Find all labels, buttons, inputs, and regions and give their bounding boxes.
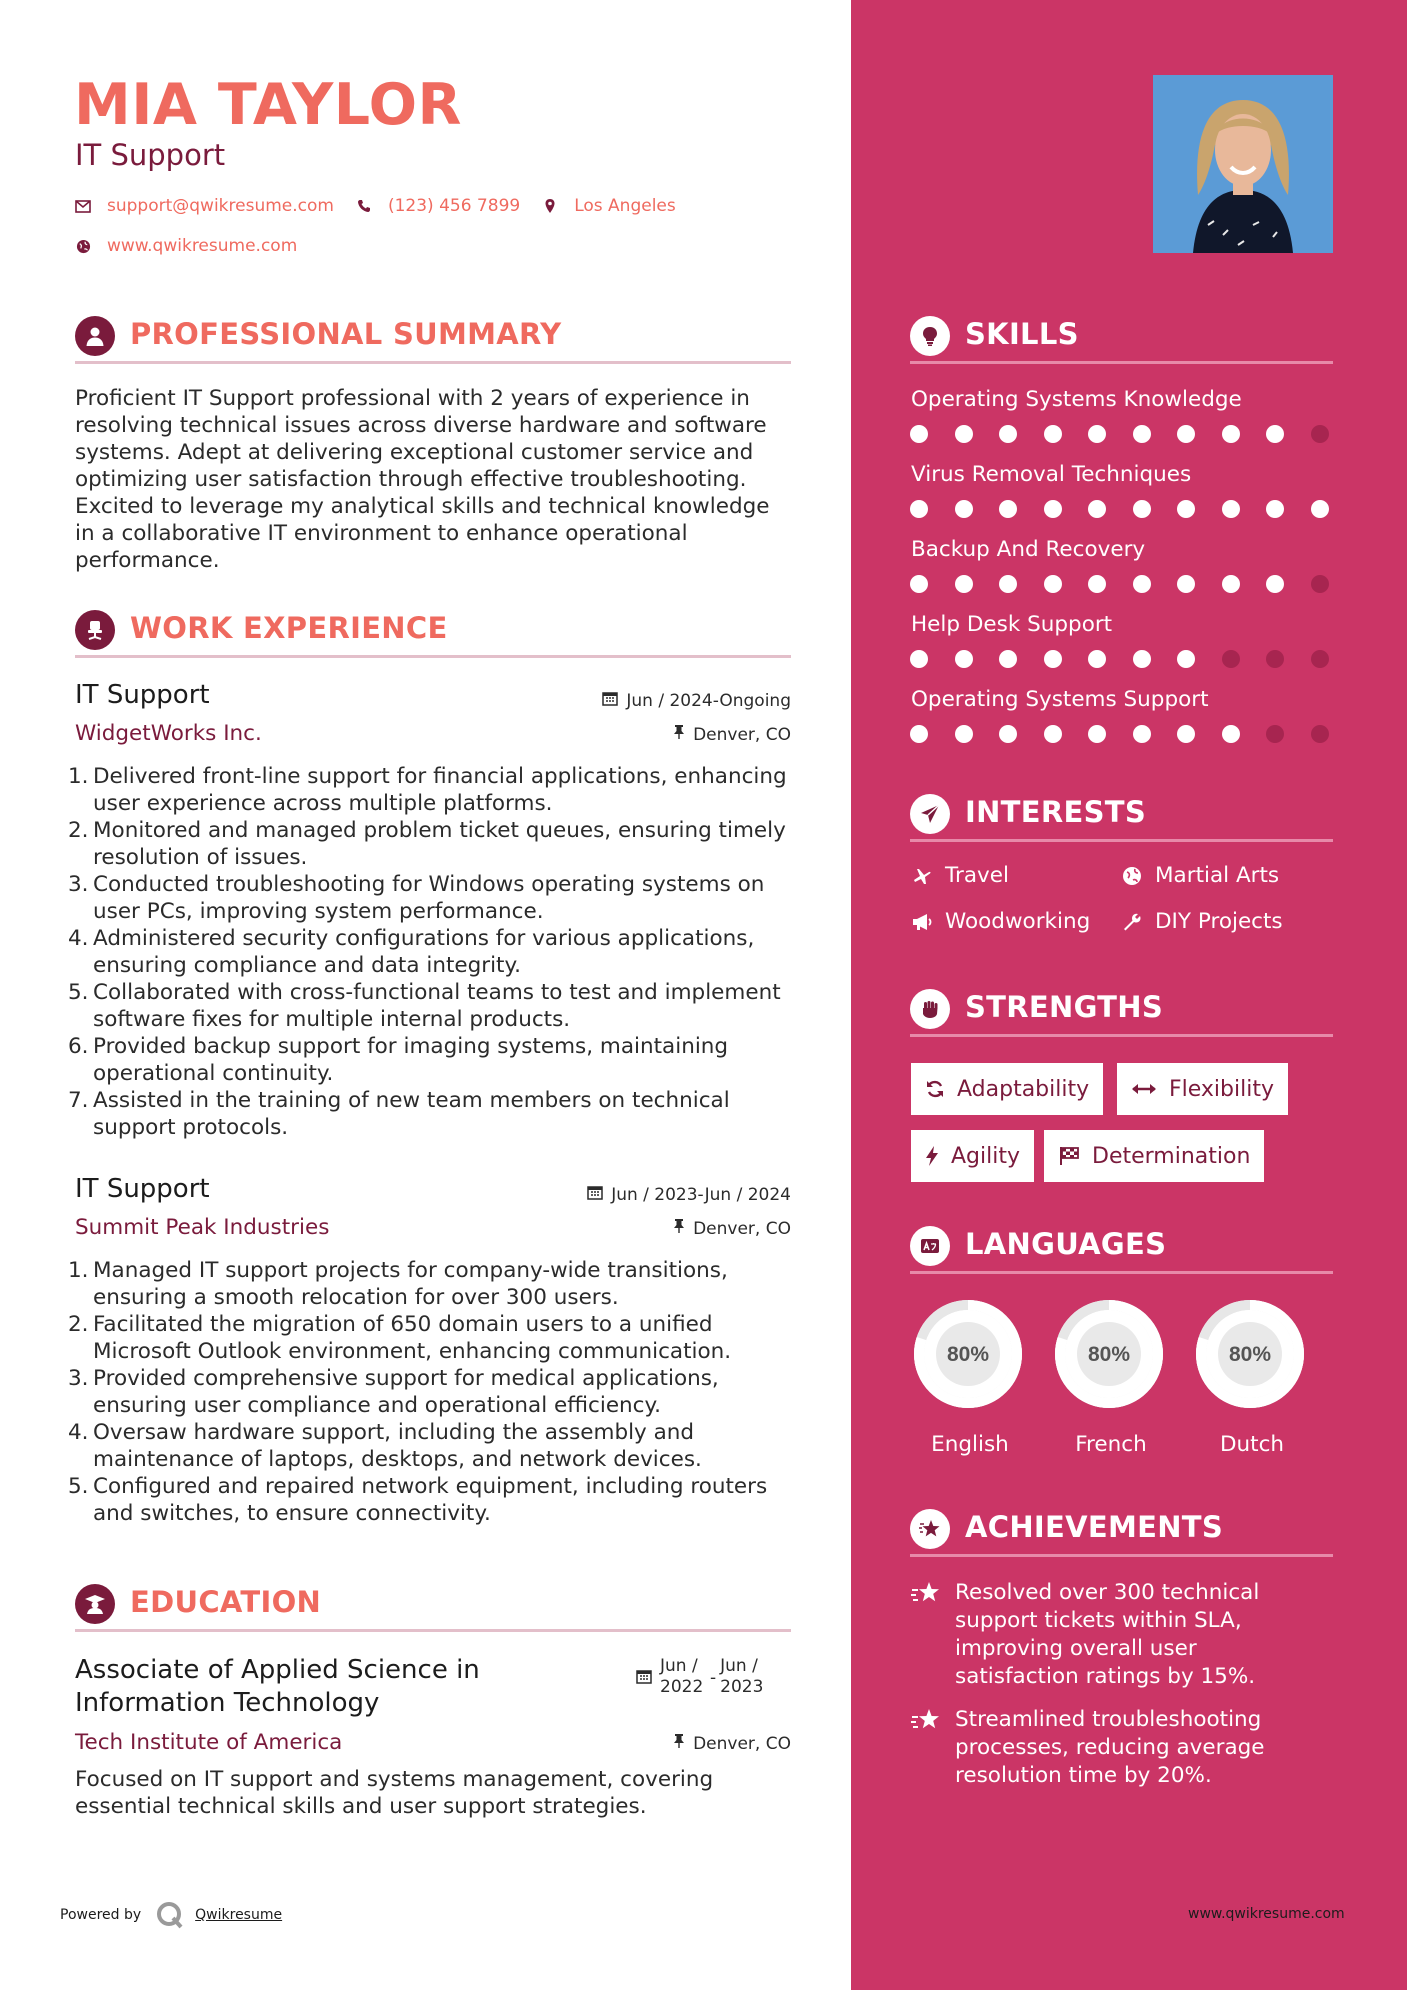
skill-dot-filled	[955, 575, 973, 593]
megaphone-icon	[911, 912, 933, 932]
website-contact[interactable]	[75, 236, 297, 256]
skill-dot-filled	[955, 650, 973, 668]
job-1-location	[673, 724, 791, 745]
list-item: 4. Oversaw hardware support, including the assembly and maintenance of laptops, desktops, and network devices.	[68, 1420, 702, 1472]
job-1-title: IT Support	[75, 680, 210, 710]
pushpin-icon	[673, 1218, 685, 1239]
interests-header	[910, 790, 1333, 842]
skill-dot-filled	[1266, 425, 1284, 443]
star-badge-icon	[910, 1509, 950, 1549]
interest-diy-projects: DIY Projects	[1121, 909, 1283, 934]
list-item: 2. Facilitated the migration of 650 domain users to a unified Microsoft Outlook environment, enhancing communication.	[68, 1312, 732, 1364]
skill-dot-filled	[999, 575, 1017, 593]
strength-chip: Adaptability	[911, 1063, 1103, 1115]
map-pin-icon	[542, 198, 558, 214]
interest-woodworking: Woodworking	[911, 909, 1090, 934]
skill-dots	[910, 500, 1355, 518]
skill-name: Operating Systems Support	[911, 687, 1209, 712]
experience-header	[75, 606, 791, 658]
skills-header	[910, 312, 1333, 364]
skill-dot-filled	[1044, 725, 1062, 743]
globe-icon	[1121, 866, 1143, 886]
pushpin-icon	[673, 1733, 685, 1754]
education-title: EDUCATION	[130, 1585, 322, 1619]
skill-dot-empty	[1311, 650, 1329, 668]
footer-website[interactable]: www.qwikresume.com	[1188, 1906, 1345, 1922]
interest-martial-arts: Martial Arts	[1121, 863, 1279, 888]
skill-dot-filled	[910, 725, 928, 743]
achievements-header	[910, 1505, 1333, 1557]
lightbulb-icon	[910, 316, 950, 356]
skill-dot-filled	[1222, 500, 1240, 518]
language-icon	[910, 1226, 950, 1266]
strength-chip: Agility	[911, 1130, 1034, 1182]
pushpin-icon	[673, 724, 685, 745]
achievement-item: Resolved over 300 technical support tickets within SLA, improving overall user satisfaction ratings by 15%.	[911, 1579, 1311, 1691]
skill-dot-filled	[1133, 575, 1151, 593]
graduate-icon	[75, 1584, 115, 1624]
skill-dot-filled	[1044, 500, 1062, 518]
job-2-location-text: Denver, CO	[693, 1218, 791, 1239]
summary-title: PROFESSIONAL SUMMARY	[130, 317, 562, 351]
skill-name: Virus Removal Techniques	[911, 462, 1192, 487]
edu-start: Jun / 2022	[660, 1656, 704, 1697]
language-ring	[1049, 1294, 1169, 1414]
skill-dot-filled	[1222, 425, 1240, 443]
job-2-location	[673, 1218, 791, 1239]
list-item: 7. Assisted in the training of new team members on technical support protocols.	[68, 1088, 730, 1140]
phone-icon	[356, 198, 372, 214]
language-name: English	[931, 1432, 1009, 1457]
job-2-company: Summit Peak Industries	[75, 1215, 330, 1240]
location-text: Los Angeles	[574, 196, 676, 216]
language-percent: 80%	[1087, 1343, 1131, 1366]
list-item: 4. Administered security configurations for various applications, ensuring compliance and data integrity.	[68, 926, 755, 978]
job-1-location-text: Denver, CO	[693, 724, 791, 745]
list-item: 5. Collaborated with cross-functional teams to test and implement software fixes for multiple internal products.	[68, 980, 781, 1032]
skill-dot-filled	[999, 725, 1017, 743]
skill-dot-filled	[955, 725, 973, 743]
list-item: 6. Provided backup support for imaging systems, maintaining operational continuity.	[68, 1034, 729, 1086]
skill-name: Operating Systems Knowledge	[911, 387, 1242, 412]
website-text: www.qwikresume.com	[107, 236, 298, 256]
skill-dot-filled	[1177, 500, 1195, 518]
skill-dot-empty	[1266, 725, 1284, 743]
skill-dot-filled	[1133, 425, 1151, 443]
brand-link[interactable]: Qwikresume	[195, 1907, 283, 1923]
skill-dot-filled	[999, 500, 1017, 518]
star-icon	[911, 1708, 943, 1790]
job-1-date	[602, 690, 791, 711]
skill-dots	[910, 575, 1355, 593]
skill-dot-filled	[1311, 500, 1329, 518]
candidate-role: IT Support	[75, 138, 226, 172]
skill-dot-filled	[955, 425, 973, 443]
language-ring	[1190, 1294, 1310, 1414]
language-item	[1190, 1294, 1314, 1457]
strength-chip: Flexibility	[1117, 1063, 1288, 1115]
job-1-date-text: Jun / 2024-Ongoing	[626, 690, 791, 711]
skill-dot-filled	[1088, 500, 1106, 518]
skill-dots	[910, 725, 1355, 743]
user-icon	[75, 316, 115, 356]
education-location	[673, 1733, 791, 1754]
strengths-title: STRENGTHS	[965, 990, 1164, 1024]
job-2-title: IT Support	[75, 1174, 210, 1204]
website-row	[75, 236, 319, 256]
skill-dot-filled	[999, 650, 1017, 668]
languages-header	[910, 1222, 1333, 1274]
list-item: 3. Provided comprehensive support for medical applications, ensuring user compliance and operational efficiency.	[68, 1366, 719, 1418]
flag-icon	[1058, 1146, 1080, 1166]
profile-photo	[1153, 75, 1333, 253]
job-2-date-text: Jun / 2023-Jun / 2024	[611, 1184, 791, 1205]
skill-dot-filled	[910, 500, 928, 518]
school-name: Tech Institute of America	[75, 1730, 343, 1755]
skill-dot-filled	[1133, 650, 1151, 668]
phone-text: (123) 456 7899	[387, 196, 521, 216]
refresh-icon	[925, 1079, 945, 1099]
achievements-title: ACHIEVEMENTS	[965, 1510, 1224, 1544]
skill-dot-filled	[1133, 500, 1151, 518]
bolt-icon	[925, 1145, 939, 1167]
languages-title: LANGUAGES	[965, 1227, 1167, 1261]
achievement-item: Streamlined troubleshooting processes, reducing average resolution time by 20%.	[911, 1706, 1311, 1790]
plane-icon	[911, 866, 933, 886]
summary-text: Proficient IT Support professional with 2 years of experience in resolving technical issues across diverse hardware and software systems. Adept at delivering exceptional customer service and optimizing user satisfaction through effective troubleshooting. Excited to leverage my analytical skills and technical knowledge in a collaborative IT environment to enhance operational performance.	[75, 386, 770, 573]
skill-name: Help Desk Support	[911, 612, 1113, 637]
summary-header	[75, 312, 791, 364]
language-percent: 80%	[946, 1343, 990, 1366]
language-item	[908, 1294, 1032, 1457]
footer-powered	[60, 1900, 282, 1930]
skill-dot-filled	[999, 425, 1017, 443]
experience-title: WORK EXPERIENCE	[130, 611, 448, 645]
skill-dot-filled	[955, 500, 973, 518]
job-1-bullets	[68, 763, 798, 1141]
language-item	[1049, 1294, 1173, 1457]
language-name: Dutch	[1219, 1432, 1285, 1457]
calendar-icon	[602, 690, 618, 711]
skill-dot-filled	[910, 575, 928, 593]
education-header	[75, 1580, 791, 1632]
skill-dot-filled	[1088, 725, 1106, 743]
degree-title: Associate of Applied Science in Information Technology	[75, 1655, 480, 1718]
strength-chip: Determination	[1044, 1130, 1264, 1182]
skill-dot-filled	[910, 425, 928, 443]
powered-by-text: Powered by	[60, 1907, 142, 1923]
email-contact[interactable]	[75, 196, 334, 216]
edu-end: Jun / 2023	[720, 1656, 764, 1697]
calendar-icon	[636, 1668, 652, 1689]
location-contact	[542, 196, 676, 216]
skill-dot-empty	[1311, 425, 1329, 443]
skill-dot-filled	[1222, 575, 1240, 593]
star-icon	[911, 1581, 943, 1691]
skill-dot-empty	[1266, 650, 1284, 668]
envelope-icon	[75, 198, 91, 214]
education-date	[636, 1656, 770, 1698]
candidate-name: MIA TAYLOR	[74, 72, 462, 138]
interest-travel: Travel	[911, 863, 1009, 888]
skill-dot-filled	[1177, 425, 1195, 443]
skill-dot-empty	[1222, 650, 1240, 668]
skill-dot-filled	[1088, 425, 1106, 443]
strengths-header	[910, 985, 1333, 1037]
skill-dot-filled	[1177, 725, 1195, 743]
office-chair-icon	[75, 610, 115, 650]
edu-date-separator: -	[710, 1668, 717, 1688]
fist-icon	[910, 989, 950, 1029]
skills-title: SKILLS	[965, 317, 1079, 351]
list-item: 2. Monitored and managed problem ticket queues, ensuring timely resolution of issues.	[68, 818, 786, 870]
list-item: 1. Managed IT support projects for company-wide transitions, ensuring a smooth relocation for over 300 users.	[68, 1258, 728, 1310]
paper-plane-icon	[910, 794, 950, 834]
interests-title: INTERESTS	[965, 795, 1147, 829]
skill-dot-filled	[1044, 650, 1062, 668]
skill-dot-empty	[1311, 575, 1329, 593]
contact-row	[75, 196, 698, 216]
calendar-icon	[587, 1184, 603, 1205]
skill-dot-filled	[1044, 425, 1062, 443]
globe-icon	[75, 238, 91, 254]
skill-dots	[910, 425, 1355, 443]
job-1-company: WidgetWorks Inc.	[75, 721, 262, 746]
language-name: French	[1075, 1432, 1147, 1457]
phone-contact[interactable]	[356, 196, 520, 216]
skill-dot-filled	[1044, 575, 1062, 593]
skill-dot-filled	[1133, 725, 1151, 743]
skill-dot-filled	[910, 650, 928, 668]
education-description: Focused on IT support and systems management, covering essential technical skills and user support strategies.	[75, 1767, 714, 1819]
skill-name: Backup And Recovery	[911, 537, 1146, 562]
list-item: 3. Conducted troubleshooting for Windows operating systems on user PCs, improving system performance.	[68, 872, 765, 924]
job-2-bullets	[68, 1257, 798, 1527]
skill-dot-filled	[1266, 575, 1284, 593]
email-text: support@qwikresume.com	[107, 196, 334, 216]
skill-dot-empty	[1311, 725, 1329, 743]
wrench-icon	[1121, 912, 1143, 932]
language-percent: 80%	[1228, 1343, 1272, 1366]
skill-dot-filled	[1088, 650, 1106, 668]
list-item: 5. Configured and repaired network equipment, including routers and switches, to ensure connectivity.	[68, 1474, 768, 1526]
education-location-text: Denver, CO	[693, 1733, 791, 1754]
skill-dot-filled	[1222, 725, 1240, 743]
language-ring	[908, 1294, 1028, 1414]
skill-dot-filled	[1177, 575, 1195, 593]
qwikresume-logo-icon	[155, 1900, 185, 1930]
arrows-horizontal-icon	[1131, 1081, 1157, 1097]
list-item: 1. Delivered front-line support for financial applications, enhancing user experience across multiple platforms.	[68, 764, 787, 816]
skill-dot-filled	[1177, 650, 1195, 668]
skill-dot-filled	[1088, 575, 1106, 593]
skill-dots	[910, 650, 1355, 668]
job-2-date	[587, 1184, 791, 1205]
skill-dot-filled	[1266, 500, 1284, 518]
